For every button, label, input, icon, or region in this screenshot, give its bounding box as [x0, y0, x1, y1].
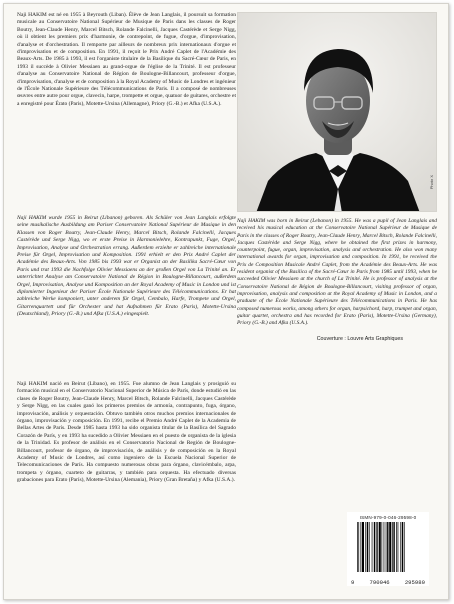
barcode-bar	[357, 522, 358, 572]
biography-spanish: Naji HAKIM nació en Beirut (Líbano), en 1955. Fue alumno de Jean Langlais y prosiguió su formación musical en el Conservatorio Nacional Superior de Música de París, donde estudió en las clases de Roger Boutry, Jean-Claude Henry, Marcel Bitsch, Rolande Falcinelli, Jacques Castérède y Serge Nigg, en las cuales ganó los primeros premios de armonía, contrapunto, fuga, órgano, improvisación, análisis y orquestación. Obtuvo también otros muchos premios internacionales de órgano, improvisación y composición. En 1991, recibe el Premio André Caplet de la Academia de Bellas Artes de París. Desde 1985 hasta 1993 ha sido organista titular de la Basílica del Sagrado Corazón de París, y en 1993 ha sucedido a Olivier Messiaen en el puesto de organista de la iglesia de la Trinidad. Es profesor de análisis en el Conservatorio Nacional de Región de Boulogne-Billancourt, profesor de órgano, de improvisación, de análisis y de composición en la Royal Academy of Music de Londres, así como ingeniero de la Escuela Nacional Superior de Telecomunicaciones de París. Ha compuesto numerosas obras para órgano, clavicémbalo, arpa, trompeta y órgano, cuarteto de guitarras, y también para orquesta. Ha efectuado diversas grabaciones para Erato (París), Motette-Ursina (Alemania), Priory (Gran Bretaña) y Afka (U.S.A.).	[17, 381, 236, 484]
right-column	[237, 12, 437, 342]
barcode-bar	[362, 522, 364, 572]
barcode-bar	[365, 522, 366, 572]
photo-credit: Photo X	[429, 175, 434, 190]
barcode-digits-right: 295980	[404, 579, 425, 586]
portrait-illustration	[238, 13, 437, 212]
ismn-number: ISMN-979-0-046-29598-0	[359, 515, 417, 520]
barcode-digit-prefix: 9	[351, 579, 355, 586]
barcode-bar	[402, 522, 403, 572]
barcode-bar	[398, 522, 399, 572]
barcode-bar	[374, 522, 375, 572]
barcode-bar	[376, 522, 377, 572]
biography-english: Naji HAKIM was born in Beirut (Lebanon) in 1955. He was a pupil of Jean Langlais and received his musical education at the Conservatoire National Supérieur de Musique de Paris in the classes of Roger Boutry, Jean-Claude Henry, Marcel Bitsch, Rolande Falcinelli, Jacques Castérède and Serge Nigg, where he obtained the first prizes in harmony, counterpoint, fugue, organ, improvisation, analysis and orchestration. He also won many international awards for organ, improvisation and composition. In 1991, he received the Prix de Composition Musicale André Caplet, from the Académie des Beaux-Arts. He was resident organist of the Basilica of the Sacré-Cœur in Paris from 1985 until 1993, when he succeeded Olivier Messiaen at the church of La Trinité. He is professor of analysis at the Conservatoire National de Région de Boulogne-Billancourt, visiting professor of organ, improvisation, analysis and composition at the Royal Academy of Music in London, and a graduate of the École Nationale Supérieure des Télécommunications in Paris. He has composed numerous works, among others for organ, harpsichord, harp, trumpet and organ, guitar quartet, orchestra and has recorded for Erato (Paris), Motette-Ursina (Germany), Priory (G.-B.) and Afka (U.S.A.).	[237, 218, 437, 327]
barcode-bar	[377, 522, 378, 572]
barcode-bar	[382, 522, 383, 572]
back-cover-page	[3, 3, 449, 600]
barcode-bar	[384, 522, 385, 572]
barcode-bar	[404, 522, 405, 572]
barcode-bar	[361, 522, 362, 572]
barcode-bars	[357, 522, 425, 576]
barcode-bar	[400, 522, 401, 572]
barcode-bar	[392, 522, 393, 572]
biography-german: Naji HAKIM wurde 1955 in Beirut (Libanon) geboren. Als Schüler von Jean Langlais erfolgte seine musikalische Ausbildung am Pariser Conservatoire National Supérieur de Musique in den Klassen von Roger Boutry, Jean-Claude Henry, Marcel Bitsch, Rolande Falcinelli, Jacques Castérède und Serge Nigg, wo er erste Preise in Harmonielehre, Kontrapunkt, Fuge, Orgel, Improvisation, Analyse und Orchestration errang. Außerdem erzielte er zahlreiche internationale Preise für Orgel, Improvisation und Komposition. 1991 erhielt er den Prix André Caplet der Académie des Beaux-Arts. Von 1985 bis 1993 war er Organist an der Basilika Sacré-Cœur von Paris und trat 1993 die Nachfolge Olivier Messiaens an der großen Orgel von La Trinité an. Er unterrichtet Analyse am Conservatoire National de Région in Boulogne-Billancourt, außerdem Orgel, Improvisation, Analyse und Komposition an der Royal Academy of Music in London und ist diplomierter Ingenieur der Pariser École Nationale Supérieure des Télécommunications. Er hat zahlreiche Werke komponiert, unter anderem für Orgel, Cembalo, Harfe, Trompete und Orgel, Gitarrenquartett und für Orchester und hat Aufnahmen für Erato (Paris), Motette-Ursina (Deutschland), Priory (G.-B.) und Afka (U.S.A.) eingespielt.	[17, 215, 236, 318]
composer-portrait-photo	[237, 12, 437, 212]
barcode-bar	[369, 522, 370, 572]
biography-french: Naji HAKIM est né en 1955 à Beyrouth (Liban). Élève de Jean Langlais, il poursuit sa formation musicale au Conservatoire National Supérieur de Musique de Paris dans les classes de Roger Boutry, Jean-Claude Henry, Marcel Bitsch, Rolande Falcinelli, Jacques Castérède et Serge Nigg, où il obtient les premiers prix d'harmonie, de contrepoint, de fugue, d'orgue, d'improvisation, d'analyse et d'orchestration. Il remporte par ailleurs de nombreux prix internationaux d'orgue et d'improvisation et de composition. En 1991, il reçoit le Prix André Caplet de l'Académie des Beaux-Arts. De 1985 à 1993, il est l'organiste titulaire de la Basilique du Sacré-Cœur de Paris, en 1993 il succède à Olivier Messiaen au grand-orgue de l'église de la Trinité. Il est professeur d'analyse au Conservatoire National de Région de Boulogne-Billancourt, professeur d'orgue, d'improvisation, d'analyse et de composition à la Royal Academy of Music de Londres et ingénieur de l'École Nationale Supérieure des Télécommunications de Paris. Il a composé de nombreuses œuvres entre autre pour orgue, clavecin, harpe, trompette et orgue, quatuor de guitares, orchestre et a enregistré pour Érato (Paris), Motette-Ursina (Allemagne), Priory (G.-B.) et Afka (U.S.A.).	[17, 12, 236, 107]
cover-credit: Couverture : Louvre Arts Graphiques	[316, 336, 403, 343]
barcode-bar	[393, 522, 394, 572]
barcode-bar	[372, 522, 373, 572]
barcode-bar	[387, 522, 388, 572]
barcode-bar	[379, 522, 381, 572]
barcode-digits	[347, 579, 429, 586]
barcode-bar	[389, 522, 391, 572]
barcode-bar	[367, 522, 368, 572]
barcode-bar	[386, 522, 387, 572]
barcode-bar	[396, 522, 397, 572]
barcode-graphic	[357, 522, 425, 572]
left-column	[17, 12, 236, 485]
barcode-label	[347, 512, 429, 586]
barcode-bar	[358, 522, 359, 572]
barcode-digits-left: 790046	[369, 579, 390, 586]
